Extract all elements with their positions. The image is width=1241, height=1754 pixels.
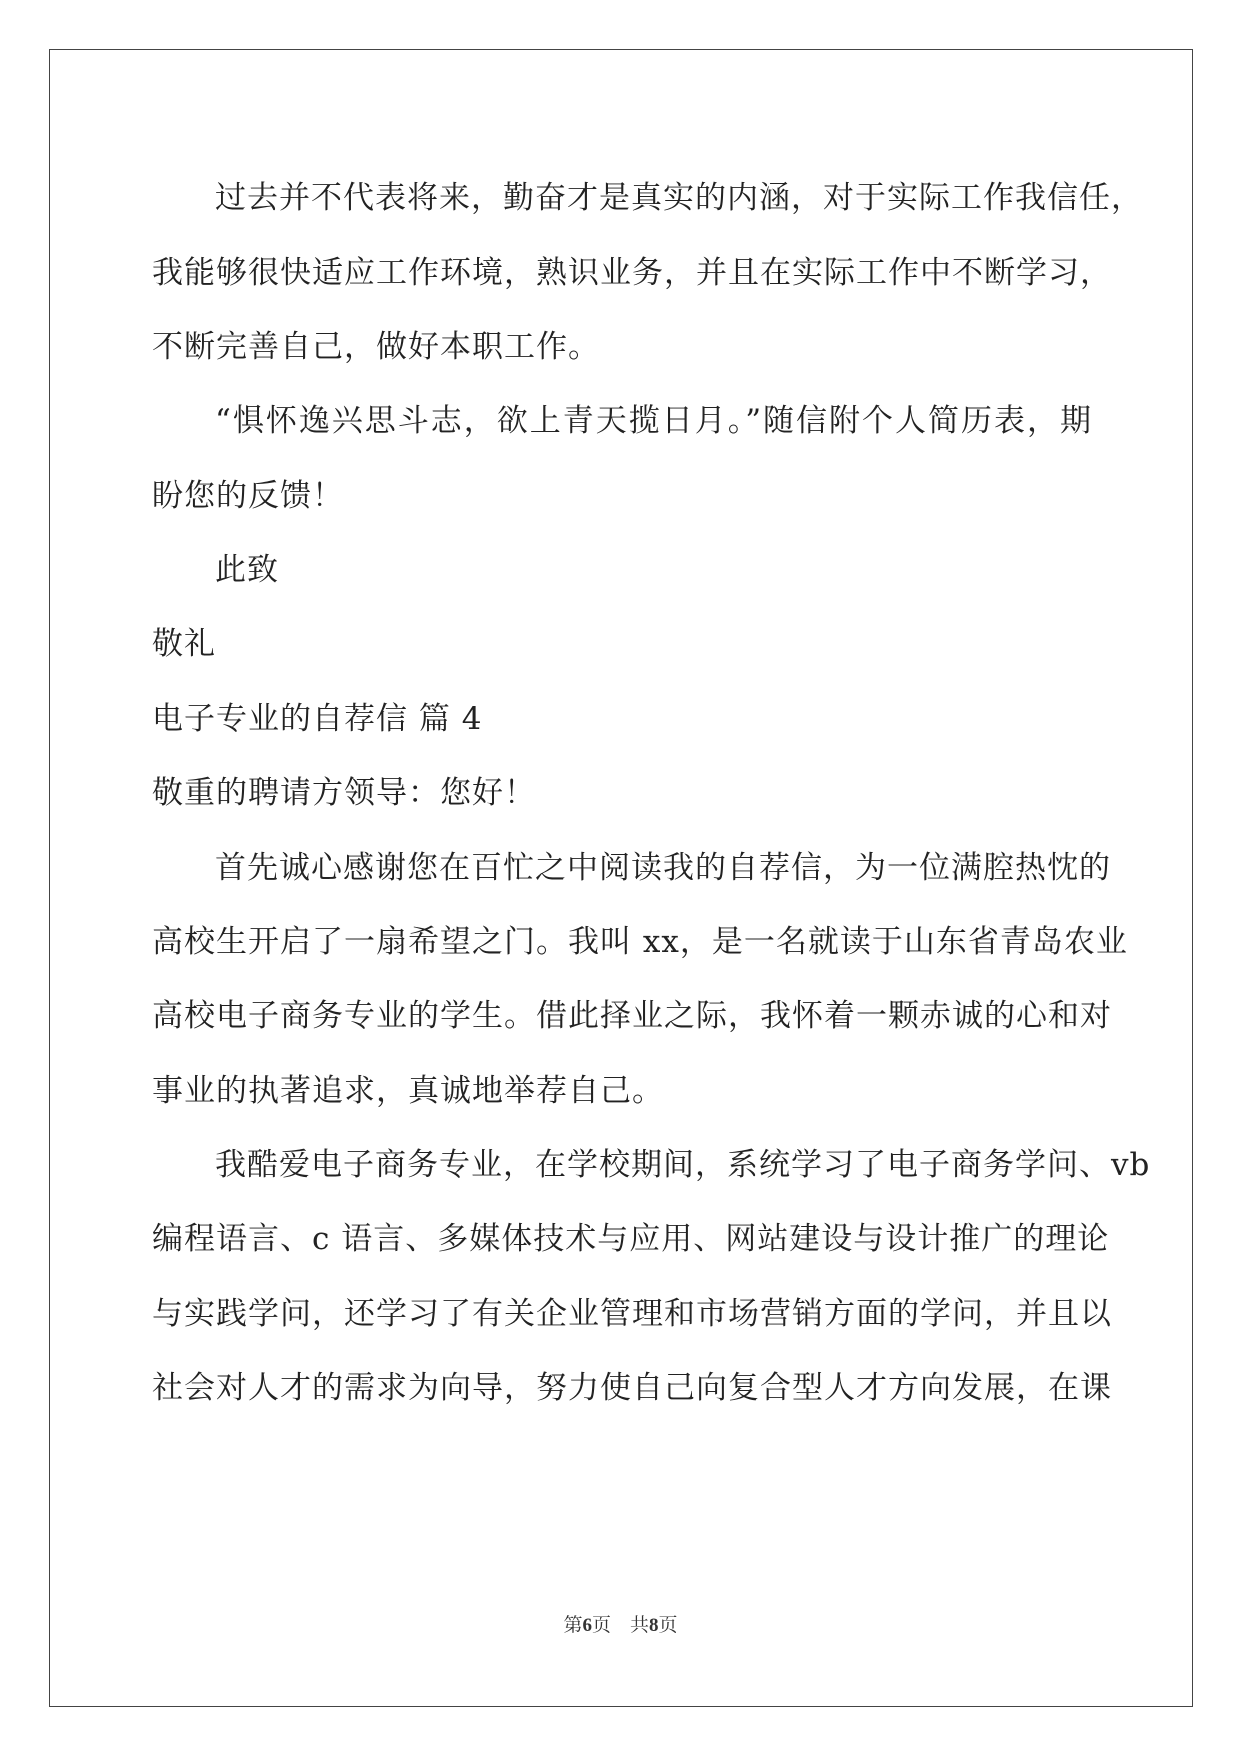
text-line: 此致	[215, 552, 279, 588]
total-pages: 8	[649, 1615, 659, 1636]
text-line: 编程语言、c 语言、多媒体技术与应用、网站建设与设计推广的理论	[152, 1221, 1110, 1257]
page-number-suffix: 页	[658, 1615, 678, 1636]
page-number	[0, 1614, 1241, 1638]
text-line: 不断完善自己，做好本职工作。	[152, 329, 600, 365]
text-line: 盼您的反馈！	[152, 478, 344, 514]
section-heading: 电子专业的自荐信 篇 4	[152, 701, 483, 737]
text-line: 我能够很快适应工作环境，熟识业务，并且在实际工作中不断学习，	[152, 255, 1112, 291]
text-line: 我酷爱电子商务专业，在学校期间，系统学习了电子商务学问、vb	[215, 1147, 1151, 1183]
text-line: 高校电子商务专业的学生。借此择业之际，我怀着一颗赤诚的心和对	[152, 998, 1112, 1034]
text-line: 敬礼	[152, 626, 216, 662]
text-line: 与实践学问，还学习了有关企业管理和市场营销方面的学问，并且以	[152, 1296, 1112, 1332]
text-line: 首先诚心感谢您在百忙之中阅读我的自荐信，为一位满腔热忱的	[215, 850, 1111, 886]
current-page: 6	[582, 1615, 592, 1636]
text-line: 过去并不代表将来，勤奋才是真实的内涵，对于实际工作我信任，	[215, 180, 1143, 216]
page-number-prefix: 第	[563, 1615, 583, 1636]
text-line: “惧怀逸兴思斗志，欲上青天揽日月。”随信附个人简历表，期	[215, 403, 1092, 439]
text-line: 社会对人才的需求为向导，努力使自己向复合型人才方向发展，在课	[152, 1370, 1112, 1406]
text-line: 事业的执著追求，真诚地举荐自己。	[152, 1073, 664, 1109]
page-number-middle: 页 共	[591, 1615, 649, 1636]
text-line: 高校生开启了一扇希望之门。我叫 xx，是一名就读于山东省青岛农业	[152, 924, 1128, 960]
text-line: 敬重的聘请方领导：您好！	[152, 775, 536, 811]
